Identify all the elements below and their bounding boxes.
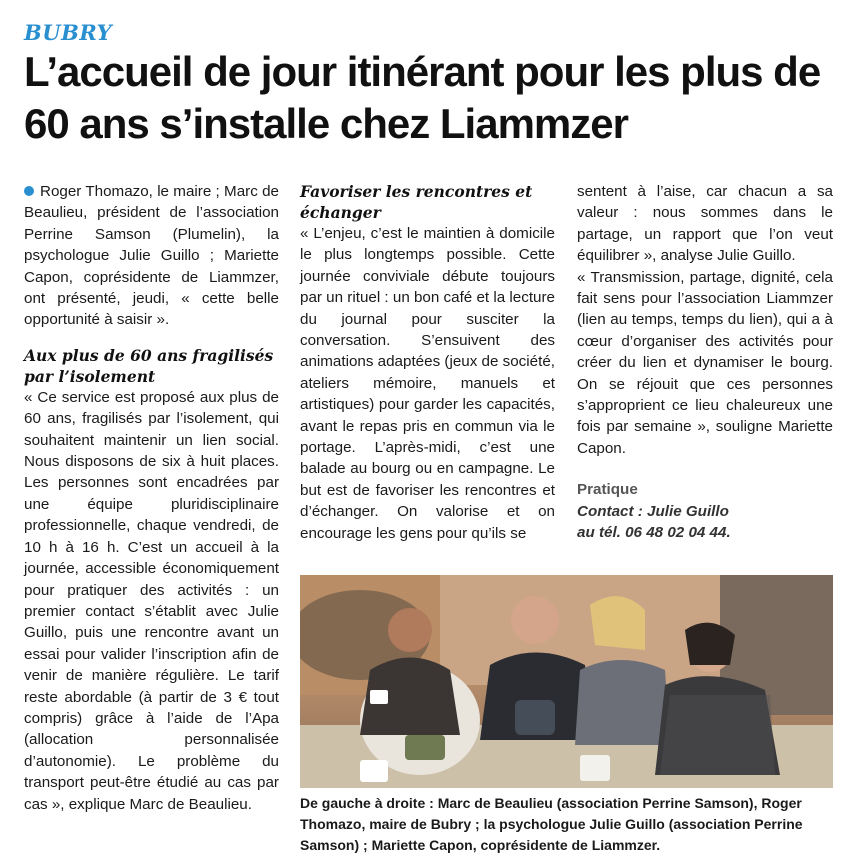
section2-body: « L’enjeu, c’est le maintien à domicile le plus longtemps possible. Cette journée conviviale débute toujours par un rituel : un bon café et la lecture du journal pour susciter la conversation. S’ensuivent des animations adaptées (jeux de société, ateliers mémoire, manuels et artistiques) pour garder les capacités, avant le repas pris en commun via le portage. L’après-midi, c’est une balade au bourg ou en campagne. Le but est de favoriser les rencontres et d’échanger. On valorise et on encourage les gens pour qu’ils se [300,225,555,542]
pratique-phone: au tél. 06 48 02 04 44. [577,524,731,542]
subheading-1: Aux plus de 60 ans fragilisés par l’isolement [24,345,274,386]
subheading-2: Favoriser les rencontres et échanger [300,182,533,222]
article-headline: L’accueil de jour itinérant pour les plus de 60 ans s’installe chez Liammzer [24,48,821,147]
column-1 [24,181,279,815]
col3-quote: « Transmission, partage, dignité, cela fait sens pour l’association Liammzer (lien au temps, temps du lien), qui a à cœur d’organiser des activités pour créer du lien et dynamiser le bourg. On se réjouit que ces personnes s’approprient ce lieu chaleureux une fois par semaine », souligne Mariette Capon. [577,268,833,457]
article-photo [300,575,833,788]
photo-caption: De gauche à droite : Marc de Beaulieu (association Perrine Samson), Roger Thomazo, maire de Bubry ; la psychologue Julie Guillo (association Perrine Samson) ; Mariette Capon, coprésidente de Liammzer. [300,795,803,853]
pratique-title: Pratique [577,481,638,499]
intro-paragraph [24,181,279,331]
pratique-contact: Contact : Julie Guillo [577,502,729,520]
column-2 [300,181,555,544]
section1-body: « Ce service est proposé aux plus de 60 ans, fragilisés par l’isolement, qui souhaitent maintenir un lien social. Nous disposons de six à huit places. Les personnes sont encadrées par une équipe pluridisciplinaire professionnelle, chaque vendredi, de 10 h à 16 h. C’est un accueil à la journée, accessible économiquement pour pratiquer des activités : un premier contact s’établit avec Julie Guillo, puis une rencontre avant un essai pour valider l’inscription afin de venir de manière régulière. Le tarif reste abordable (à partir de 3 € tout compris) grâce à l’aide de l’Apa (allocation personnalisée d’autonomie). Le problème du transport peut-être étudié au cas par cas », explique Marc de Beaulieu. [24,388,279,813]
photo-illustration [300,575,833,788]
col3-continuation: sentent à l’aise, car chacun a sa valeur : nous sommes dans le partage, un rapport que l’on veut équilibrer », analyse Julie Guillo. [577,183,833,265]
column-3 [577,181,833,544]
section-kicker: BUBRY [24,20,113,45]
intro-text: Roger Thomazo, le maire ; Marc de Beaulieu, président de l’association Perrine Samson (Plumelin), la psychologue Julie Guillo ; Mariette Capon, coprésidente de Liammzer, ont présenté, jeudi, « cette belle opportunité à saisir ». [24,183,279,329]
bullet-dot-icon [24,186,34,196]
